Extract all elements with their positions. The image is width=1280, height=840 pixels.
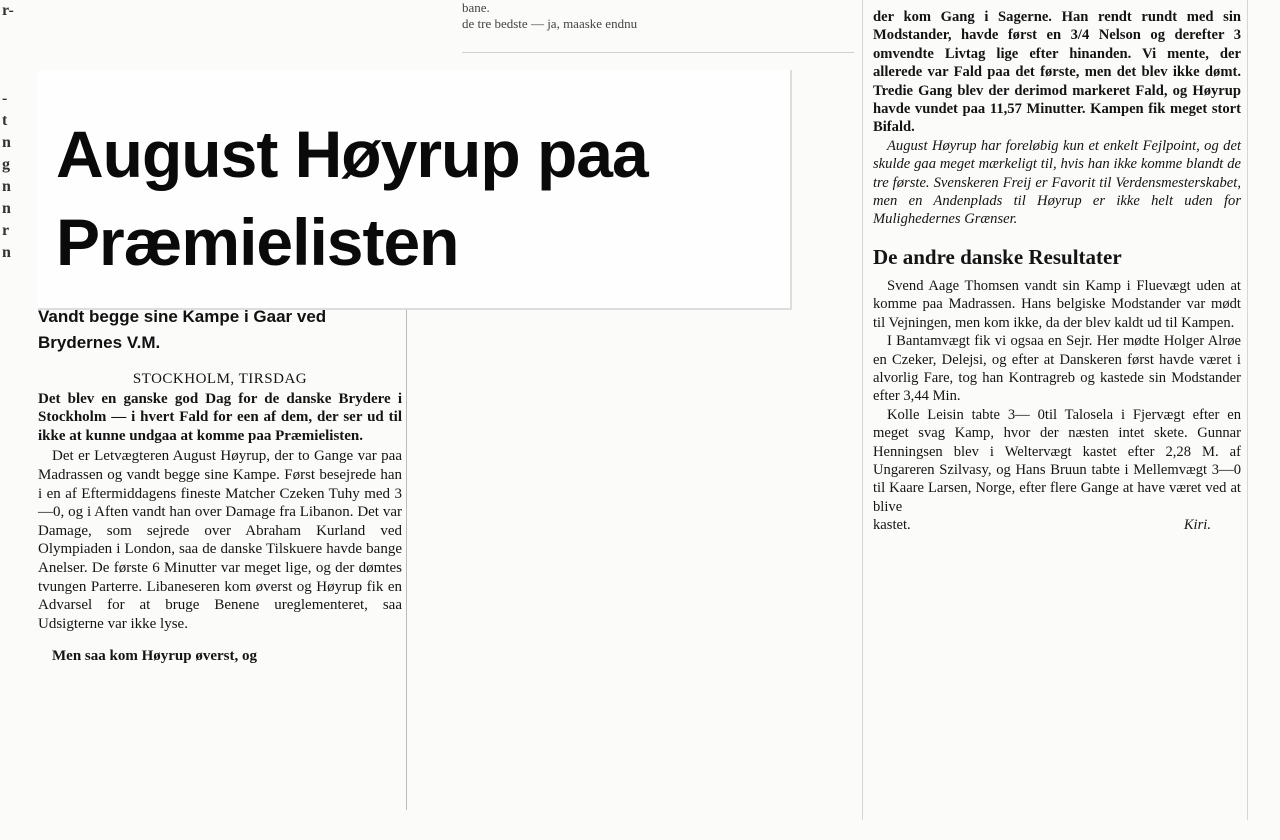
italic-commentary: August Høyrup har foreløbig kun et enkelt Fejlpoint, og det skulde gaa meget mærkeligt til, hvis han ikke komme blandt de tre første. Svenskeren Freij er Favorit til Verdensmesterskabet, men en Andenplads til Høyrup er ikke helt uden for Mulighedernes Grænser. <box>873 137 1241 228</box>
lead-paragraph: Det blev en ganske god Dag for de danske Brydere i Stockholm — i hvert Fald for een af dem, der ser ud til ikke at kunne undgaa at komme paa Præmielisten. <box>38 390 402 444</box>
result-paragraph-1: Svend Aage Thomsen vandt sin Kamp i Fluevægt uden at komme paa Madrassen. Hans belgiske Modstander var mødt til Vejningen, men kom ikke, da der blev kaldt ud til Kampen. <box>873 277 1241 331</box>
right-column <box>862 0 1248 820</box>
column-divider <box>406 310 407 810</box>
left-article <box>38 370 402 800</box>
top-snippet-line-1: bane. <box>462 0 490 15</box>
result-paragraph-3: Kolle Leisin tabte 3— 0til Talosela i Fjervægt efter en meget svag Kamp, hvor der næsten intet skete. Gunnar Henningsen blev i Weltervægt kastet efter 2,28 M. af Ungareren Szilvasy, og Hans Bruun tabte i Mellemvægt 3—0 til Kaare Larsen, Norge, efter flere Gange at have været ved at blive <box>873 406 1241 515</box>
section-title: De andre danske Resultater <box>873 244 1122 269</box>
top-snippet <box>462 0 854 53</box>
top-snippet-line-2: de tre bedste — ja, maaske endnu <box>462 16 638 31</box>
author-signature: Kiri. <box>1183 517 1211 534</box>
closing-line: Men saa kom Høyrup øverst, og <box>52 648 257 665</box>
result-paragraph-2: I Bantamvægt fik vi ogsaa en Sejr. Her mødte Holger Alrøe en Czeker, Delejsi, og efter at Danskeren først havde været i alvorlig Fare, tog han Kontragreb og kastede sin Modstander efter 3,44 Min. <box>873 333 1241 405</box>
headline-box <box>38 70 792 310</box>
body-paragraph: Det er Letvægteren August Høyrup, der to Gange var paa Madrassen og vandt begge sine Kampe. Først besejrede han i en af Eftermiddagens fineste Matcher Czeken Tuhy med 3—0, og i Aften vandt han over Damage fra Libanon. Det var Damage, som sejrede over Abraham Kurland ved Olympiaden i London, saa de danske Tilskuere havde bange Anelser. De første 6 Minutter var meget lige, og der dømtes tvungen Parterre. Libaneseren kom øverst og Høyrup fik en Advarsel for at bruge Benene ureglementeret, saa Udsigterne var ikke lyse. <box>38 448 402 632</box>
left-edge-fragments: r- - t n g n n r n <box>2 2 14 261</box>
signature-line <box>873 516 1241 534</box>
subheadline: Vandt begge sine Kampe i Gaar ved Brydernes V.M. <box>38 307 327 352</box>
right-article <box>873 8 1241 535</box>
headline: August Høyrup paa Præmielisten <box>56 117 648 279</box>
dateline: STOCKHOLM, TIRSDAG <box>132 371 308 387</box>
last-word: kastet. <box>873 517 911 534</box>
continuation-paragraph: der kom Gang i Sagerne. Han rendt rundt med sin Modstander, havde først en 3/4 Nelson og derefter 3 omvendte Livtag lige efter hinanden. Vi mente, der allerede var Fald paa det første, men det blev ikke dømt. Tredie Gang blev der derimod markeret Fald, og Høyrup havde vundet paa 11,57 Minutter. Kampen fik meget stort Bifald. <box>873 9 1241 136</box>
